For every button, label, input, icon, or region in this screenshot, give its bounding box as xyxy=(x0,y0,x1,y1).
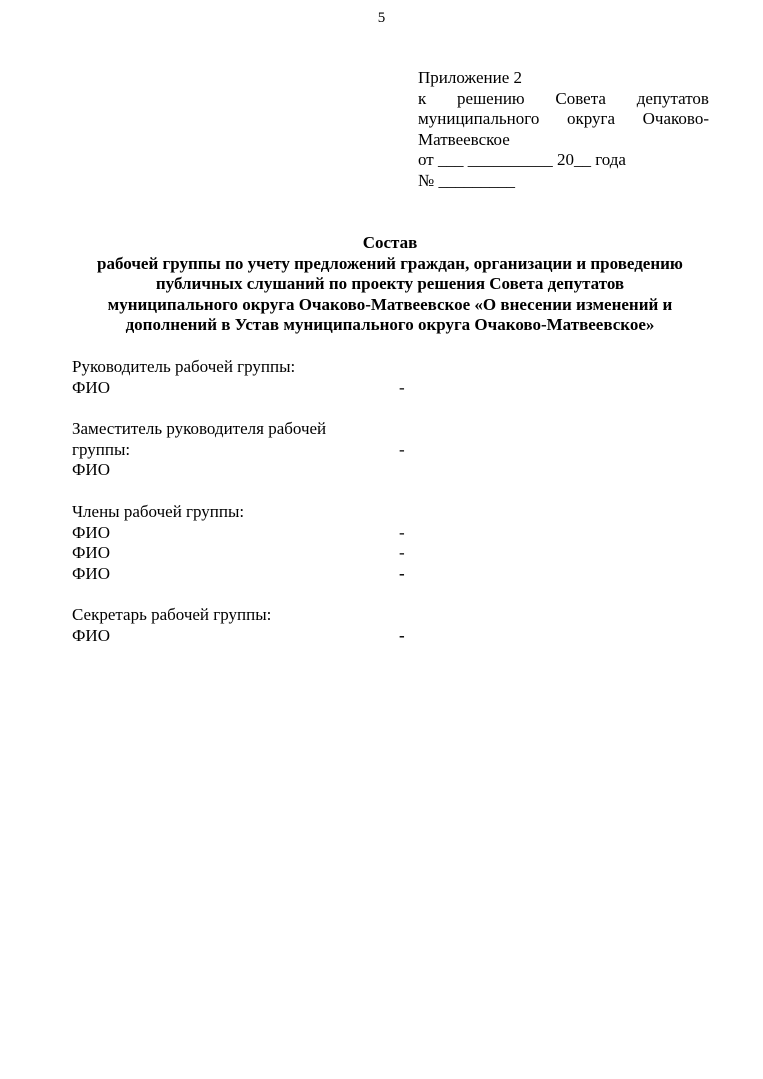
page-number: 5 xyxy=(377,10,386,26)
member-row xyxy=(72,564,712,585)
title-heading: Состав xyxy=(362,233,418,252)
secretary-label-text: Секретарь рабочей группы: xyxy=(72,605,272,624)
leader-dash: - xyxy=(399,377,405,397)
leader-label-text: Руководитель рабочей группы: xyxy=(72,357,296,376)
deputy-fio: ФИО xyxy=(72,460,110,480)
appendix-district-name: Матвеевское xyxy=(418,129,510,149)
deputy-label-row-2 xyxy=(72,440,712,461)
appendix-header xyxy=(418,68,709,192)
leader-label xyxy=(72,357,712,378)
member-fio: ФИО xyxy=(72,522,110,542)
title-line: рабочей группы по учету предложений граждан, организации и проведению xyxy=(97,253,683,273)
member-row xyxy=(72,523,712,544)
appendix-number-field: № _________ xyxy=(418,170,515,190)
appendix-word: решению xyxy=(457,88,525,108)
appendix-number: Приложение 2 xyxy=(418,68,522,87)
appendix-district-line xyxy=(418,109,709,130)
member-dash: - xyxy=(399,563,405,583)
title-line: публичных слушаний по проекту решения Совета депутатов xyxy=(155,274,625,294)
secretary-fio: ФИО xyxy=(72,625,110,645)
deputy-label-line2: группы: xyxy=(72,439,131,459)
appendix-word: муниципального xyxy=(418,109,540,129)
appendix-word: депутатов xyxy=(636,88,709,108)
secretary-section xyxy=(72,605,712,646)
members-label-text: Члены рабочей группы: xyxy=(72,502,245,521)
deputy-row xyxy=(72,460,712,481)
appendix-word: к xyxy=(418,88,427,108)
appendix-word: Очаково- xyxy=(642,109,709,129)
member-fio: ФИО xyxy=(72,563,110,583)
secretary-label xyxy=(72,605,712,626)
secretary-row xyxy=(72,626,712,647)
member-row xyxy=(72,543,712,564)
appendix-word: Совета xyxy=(555,88,606,108)
deputy-section xyxy=(72,419,712,481)
member-dash: - xyxy=(399,522,405,542)
title-line: дополнений в Устав муниципального округа Очаково-Матвеевское» xyxy=(125,315,655,335)
title-line: муниципального округа Очаково-Матвеевское «О внесении изменений и xyxy=(107,294,673,314)
appendix-word: округа xyxy=(566,109,616,129)
deputy-label-line1: Заместитель руководителя рабочей xyxy=(72,419,327,438)
leader-section xyxy=(72,357,712,398)
member-fio: ФИО xyxy=(72,543,110,563)
leader-row xyxy=(72,378,712,399)
deputy-dash: - xyxy=(399,439,405,459)
leader-fio: ФИО xyxy=(72,377,110,397)
document-title xyxy=(60,233,720,336)
appendix-decision-line xyxy=(418,89,709,110)
members-label xyxy=(72,502,712,523)
secretary-dash: - xyxy=(399,625,405,645)
appendix-date: от ___ __________ 20__ года xyxy=(418,150,626,170)
member-dash: - xyxy=(399,543,405,563)
deputy-label-row-1 xyxy=(72,419,712,440)
members-section xyxy=(72,502,712,584)
